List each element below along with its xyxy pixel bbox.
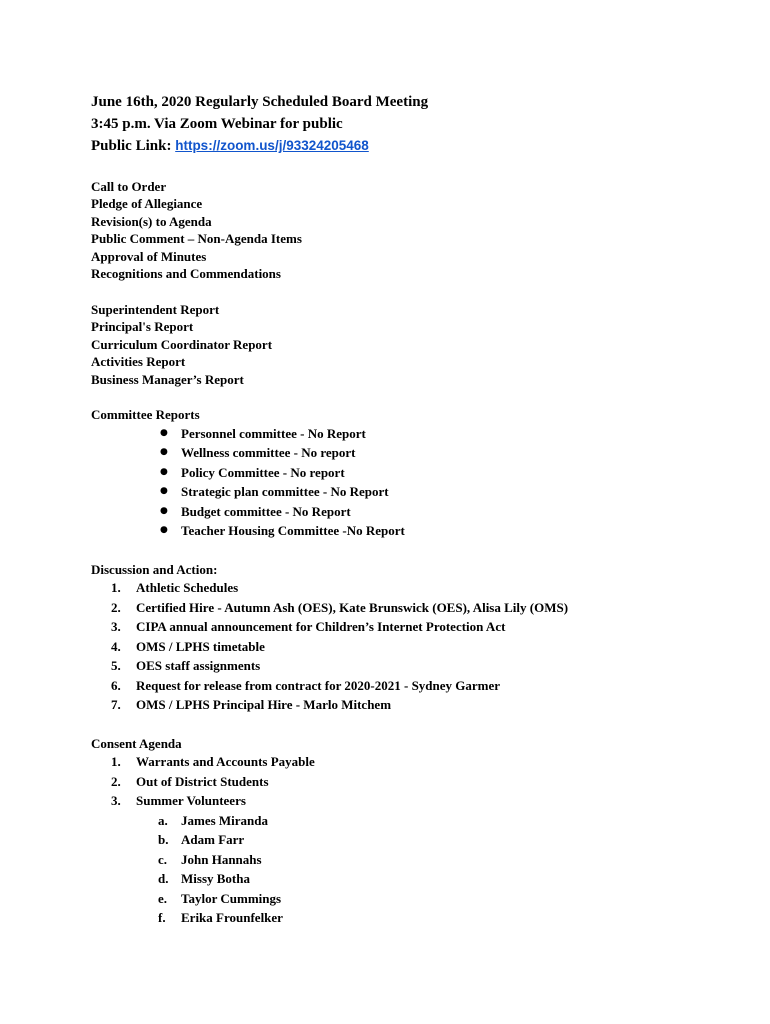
item-number: 4. [111,638,121,654]
committee-reports-heading: Committee Reports [91,407,200,422]
consent-heading: Consent Agenda [91,735,182,751]
item-letter: f. [158,910,166,925]
discussion-item [91,676,731,696]
item-number: 2. [111,599,121,615]
item-number: 7. [111,697,121,712]
discussion-item [91,578,731,598]
bullet-icon: ● [160,486,168,496]
committee-item [91,443,731,463]
consent-item [91,752,731,772]
committee-item [91,463,731,483]
committee-item-text: Personnel committee - No Report [181,425,366,441]
agenda-item: Call to Order [91,178,167,194]
item-number: 2. [111,773,121,789]
bullet-icon: ● [160,466,168,477]
volunteer-item [136,889,731,909]
item-number: 6. [111,677,121,693]
consent-list [91,752,731,928]
reports-section [91,301,731,389]
agenda-item: Revision(s) to Agenda [91,213,212,229]
committee-item [91,521,731,541]
report-item: Principal's Report [91,319,194,334]
volunteer-name: John Hannahs [181,851,262,867]
agenda-document [91,92,731,928]
opening-items [91,178,731,283]
meeting-header [91,92,731,157]
volunteer-item [136,850,731,870]
committee-item-text: Wellness committee - No report [181,445,356,460]
agenda-item: Pledge of Allegiance [91,196,203,211]
item-number: 3. [111,619,121,634]
discussion-item [91,695,731,715]
discussion-item [91,617,731,637]
report-item: Business Manager’s Report [91,371,244,387]
committee-item-text: Teacher Housing Committee -No Report [181,523,405,538]
item-letter: b. [158,832,169,847]
discussion-item-text: OMS / LPHS timetable [136,638,265,654]
volunteer-name: Adam Farr [181,832,245,847]
consent-item-text: Warrants and Accounts Payable [136,754,315,769]
item-number: 5. [111,658,121,673]
agenda-item: Public Comment – Non-Agenda Items [91,231,302,246]
meeting-title: June 16th, 2020 Regularly Scheduled Board Meeting [91,94,429,110]
committee-item-text: Policy Committee - No report [181,464,345,480]
committee-item-text: Strategic plan committee - No Report [181,484,389,499]
meeting-time: 3:45 p.m. Via Zoom Webinar for public [91,115,343,132]
committee-item [91,424,731,444]
volunteer-item [136,908,731,928]
public-link-line [91,135,731,157]
item-letter: e. [158,890,168,906]
volunteer-list [136,811,731,928]
volunteer-item [136,830,731,850]
item-letter: a. [158,812,168,828]
public-link[interactable]: https://zoom.us/j/93324205468 [175,138,369,153]
bullet-icon: ● [160,427,168,438]
committee-list [91,424,731,541]
discussion-item [91,637,731,657]
discussion-list [91,578,731,715]
consent-section [91,735,731,928]
agenda-item: Recognitions and Commendations [91,266,281,281]
discussion-item-text: Athletic Schedules [136,580,239,595]
volunteer-name: James Miranda [181,812,269,828]
volunteer-name: Missy Botha [181,871,250,886]
volunteer-name: Taylor Cummings [181,890,282,906]
discussion-item-text: CIPA annual announcement for Children’s Internet Protection Act [136,619,506,634]
consent-item-text: Out of District Students [136,773,269,789]
volunteer-item [136,869,731,889]
discussion-item [91,656,731,676]
consent-item [91,772,731,792]
public-link-label: Public Link: [91,138,172,154]
consent-item [91,791,731,928]
bullet-icon: ● [160,505,168,516]
report-item: Superintendent Report [91,301,220,317]
discussion-item-text: Request for release from contract for 2020-2021 - Sydney Garmer [136,677,501,693]
discussion-item-text: OES staff assignments [136,658,261,673]
discussion-item-text: OMS / LPHS Principal Hire - Marlo Mitchem [136,697,392,712]
discussion-item [91,598,731,618]
discussion-item-text: Certified Hire - Autumn Ash (OES), Kate Brunswick (OES), Alisa Lily (OMS) [136,599,569,615]
item-number: 1. [111,580,121,595]
bullet-icon: ● [160,447,168,457]
committee-item [91,502,731,522]
committee-item-text: Budget committee - No Report [181,503,351,519]
item-letter: d. [158,871,169,886]
item-number: 1. [111,754,121,769]
consent-item-text: Summer Volunteers [136,793,246,808]
discussion-heading: Discussion and Action: [91,561,218,577]
report-item: Curriculum Coordinator Report [91,336,273,352]
agenda-item: Approval of Minutes [91,248,207,264]
committee-reports-section [91,406,731,541]
discussion-section [91,561,731,715]
volunteer-name: Erika Frounfelker [181,910,283,925]
committee-item [91,482,731,502]
item-letter: c. [158,851,168,867]
bullet-icon: ● [160,525,168,535]
item-number: 3. [111,793,121,808]
report-item: Activities Report [91,354,186,369]
volunteer-item [136,811,731,831]
